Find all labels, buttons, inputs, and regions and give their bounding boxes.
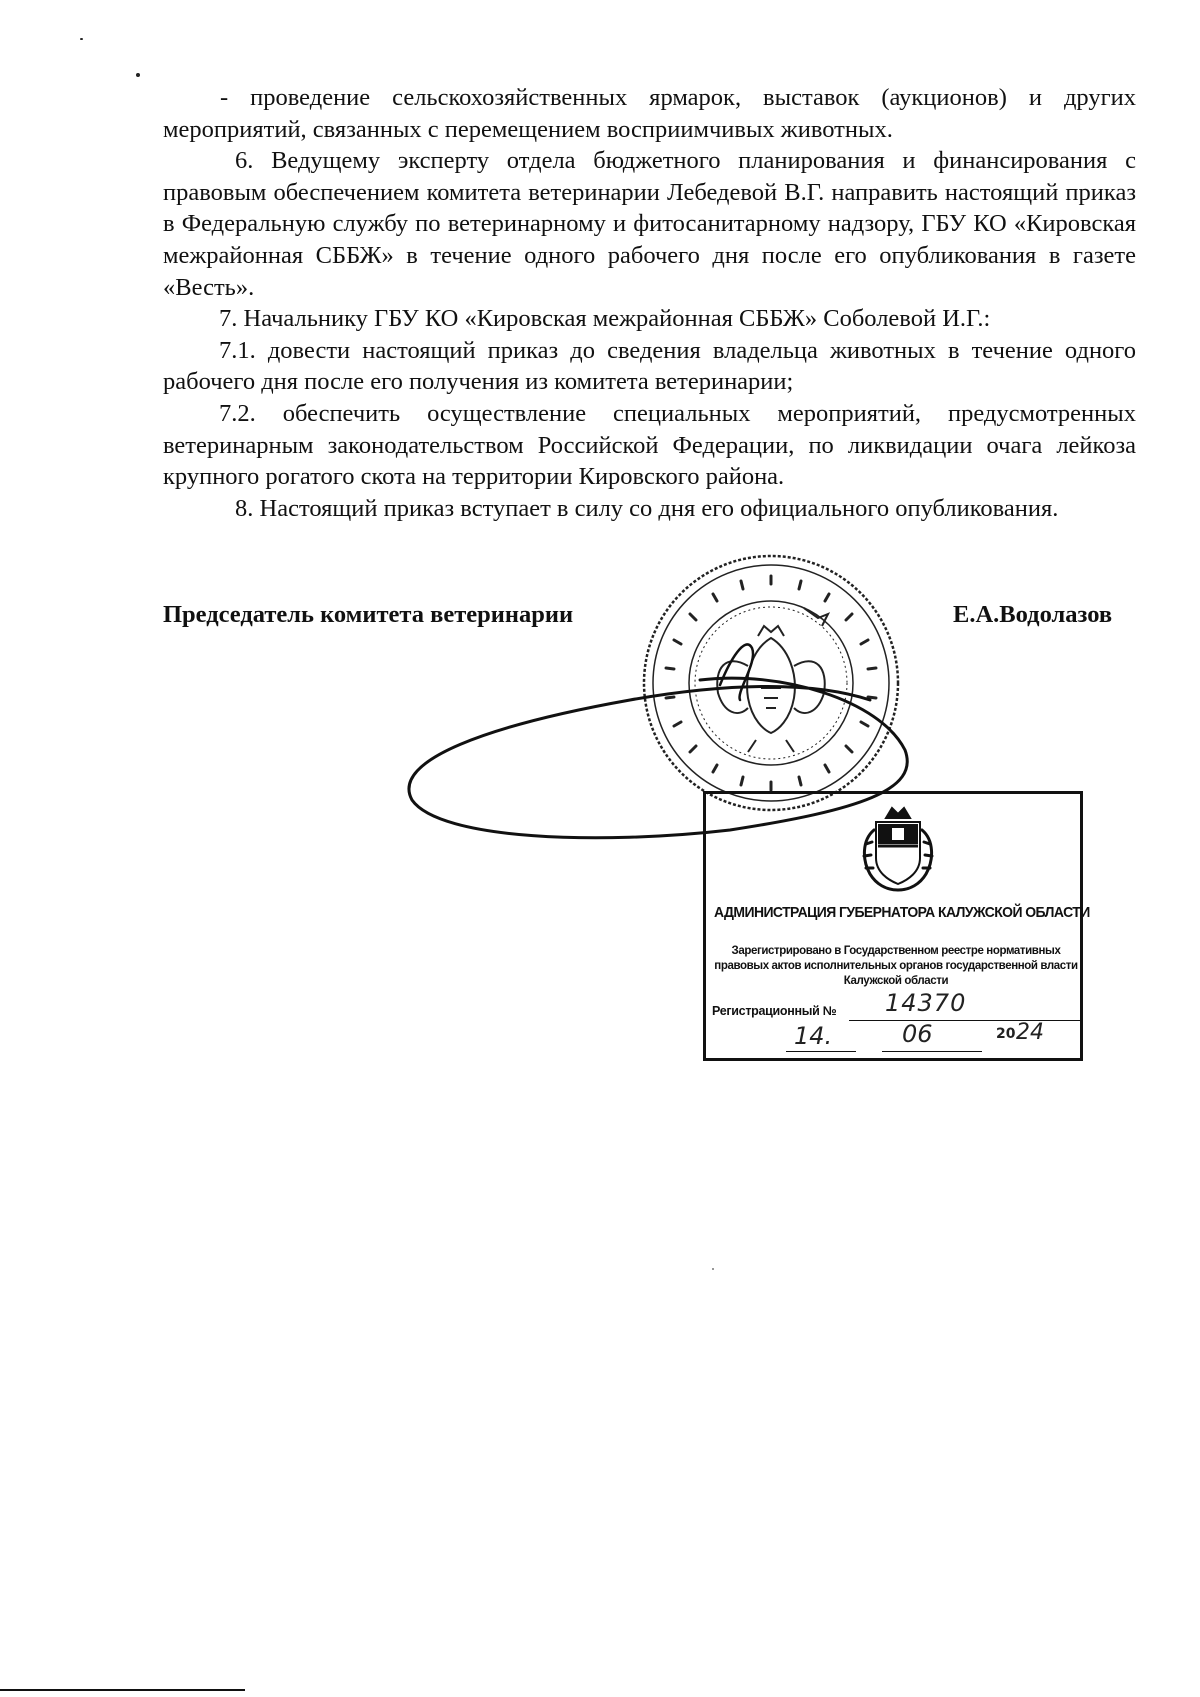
registration-date-month: 06 bbox=[902, 1020, 933, 1048]
registration-number-underline bbox=[849, 1020, 1080, 1021]
signatory-title: Председатель комитета ветеринарии bbox=[163, 601, 574, 628]
registration-date-day: 14. bbox=[794, 1022, 833, 1050]
registration-number-line bbox=[712, 989, 1080, 1021]
paragraph-6: 6. Ведущему эксперту отдела бюджетного планирования и финансирования с правовым обеспечением комитета ветеринарии Лебедевой В.Г. направить настоящий приказ в Федеральную службу по ветеринарному и фитосанитарному надзору, ГБУ КО «Кировская межрайонная СББЖ» в течение одного рабочего дня после его опубликования в газете «Весть». bbox=[163, 147, 1136, 301]
paragraph-7-1: 7.1. довести настоящий приказ до сведения владельца животных в течение одного рабочего дня после его получения из комитета ветеринарии; bbox=[163, 336, 1136, 396]
registration-stamp bbox=[703, 791, 1090, 1061]
footnote-separator bbox=[0, 1689, 245, 1691]
date-month-underline bbox=[882, 1050, 982, 1052]
registration-date bbox=[786, 1020, 1076, 1054]
paragraph-8: 8. Настоящий приказ вступает в силу со дня его официального опубликования. bbox=[235, 494, 1059, 522]
registration-date-year-suffix: 24 bbox=[1016, 1020, 1044, 1045]
registration-date-year-prefix: 20 bbox=[996, 1026, 1016, 1042]
date-day-underline bbox=[786, 1050, 856, 1052]
registration-note: Зарегистрировано в Государственном реестре нормативных правовых актов исполнительных органов государственной власти Калужской области bbox=[714, 945, 1078, 987]
coat-of-arms-icon bbox=[856, 800, 940, 892]
scan-speck bbox=[712, 1268, 714, 1270]
paragraph-7-2: 7.2. обеспечить осуществление специальных мероприятий, предусмотренных ветеринарным законодательством Российской Федерации, по ликвидации очага лейкоза крупного рогатого скота на территории Кировского района. bbox=[163, 399, 1136, 491]
registration-number-label: Регистрационный № bbox=[712, 1004, 837, 1018]
document-body bbox=[163, 82, 1136, 524]
scan-speck bbox=[80, 38, 83, 40]
scan-speck bbox=[136, 73, 140, 77]
paragraph-fairs: - проведение сельскохозяйственных ярмарок, выставок (аукционов) и других мероприятий, связанных с перемещением восприимчивых животных. bbox=[163, 84, 1136, 143]
signatory-name: Е.А.Водолазов bbox=[953, 601, 1113, 628]
registration-organization: АДМИНИСТРАЦИЯ ГУБЕРНАТОРА КАЛУЖСКОЙ ОБЛАСТИ bbox=[714, 904, 1090, 921]
paragraph-7: 7. Начальнику ГБУ КО «Кировская межрайонная СББЖ» Соболевой И.Г.: bbox=[219, 305, 991, 333]
registration-number: 14370 bbox=[885, 989, 967, 1017]
